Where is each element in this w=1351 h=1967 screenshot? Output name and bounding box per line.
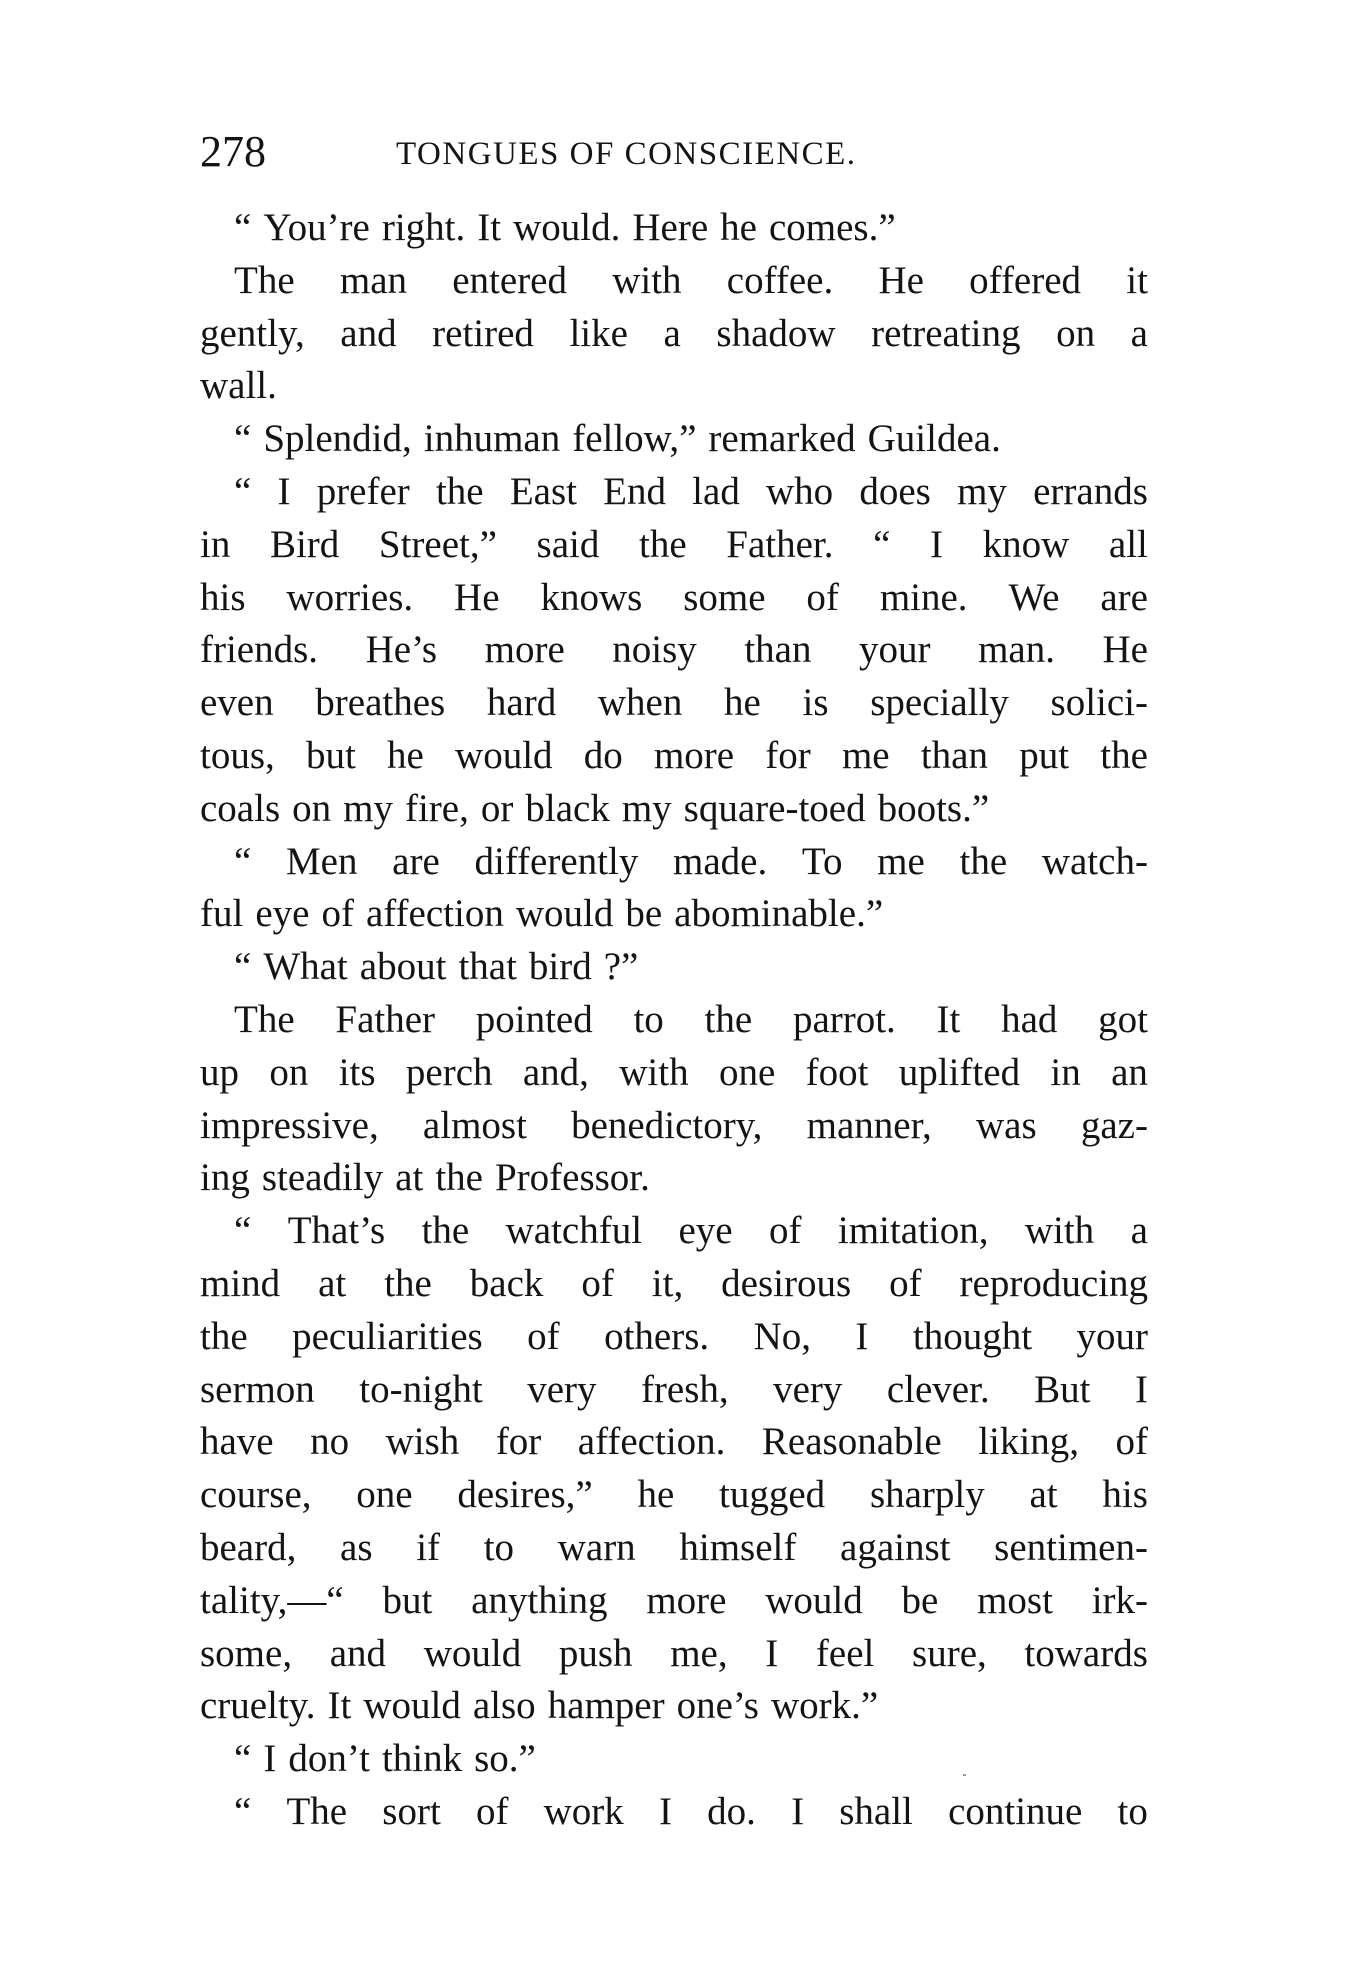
word: the bbox=[435, 1156, 483, 1200]
word: The bbox=[234, 258, 295, 302]
text-line bbox=[200, 1047, 1148, 1100]
word: when bbox=[597, 681, 683, 725]
word: friends. bbox=[200, 628, 319, 672]
word: the bbox=[384, 1261, 432, 1305]
word: hamper bbox=[547, 1684, 665, 1728]
word: as bbox=[340, 1525, 373, 1569]
word: me bbox=[841, 733, 890, 777]
text-line bbox=[200, 1364, 1148, 1417]
word: had bbox=[1001, 997, 1058, 1041]
text-line bbox=[200, 994, 1148, 1047]
word: work.” bbox=[770, 1684, 879, 1728]
word: Father. bbox=[726, 522, 834, 566]
word: sharply bbox=[869, 1473, 985, 1517]
word: does bbox=[859, 469, 931, 513]
word: “ bbox=[234, 1209, 252, 1253]
word: “ bbox=[234, 1737, 252, 1781]
word: gently, bbox=[200, 311, 305, 355]
word: the bbox=[959, 839, 1008, 883]
word: retreating bbox=[871, 311, 1021, 355]
word: breathes bbox=[315, 681, 446, 725]
word: ing bbox=[200, 1156, 250, 1200]
word: for bbox=[765, 733, 811, 777]
word: than bbox=[920, 733, 988, 777]
word: like bbox=[569, 311, 628, 355]
word: is bbox=[802, 681, 829, 725]
word: of bbox=[581, 1261, 614, 1305]
word: would bbox=[423, 1631, 522, 1675]
word: entered bbox=[452, 258, 567, 302]
word: mine. bbox=[879, 575, 968, 619]
word: up bbox=[200, 1050, 239, 1094]
word: tality,—“ bbox=[200, 1578, 344, 1622]
word: tous, bbox=[200, 733, 275, 777]
word: shadow bbox=[716, 311, 836, 355]
text-line bbox=[200, 1205, 1148, 1258]
word: perch bbox=[405, 1050, 493, 1094]
word: that bbox=[458, 945, 517, 989]
word: he bbox=[637, 1473, 675, 1517]
word: are bbox=[392, 839, 440, 883]
word: ?” bbox=[603, 945, 639, 989]
word: me, bbox=[670, 1631, 728, 1675]
word: Guildea. bbox=[867, 417, 1001, 461]
word: his bbox=[1102, 1473, 1148, 1517]
word: “ bbox=[234, 1789, 252, 1833]
text-line bbox=[200, 1469, 1148, 1522]
word: pointed bbox=[475, 997, 593, 1041]
word: abominable.” bbox=[674, 892, 884, 936]
word: feel bbox=[815, 1631, 875, 1675]
word: That’s bbox=[287, 1209, 386, 1253]
word: desirous bbox=[721, 1261, 852, 1305]
word: We bbox=[1008, 575, 1060, 619]
word: in bbox=[200, 522, 231, 566]
word: parrot. bbox=[792, 997, 896, 1041]
word: fresh, bbox=[640, 1367, 729, 1411]
word: affection bbox=[365, 892, 504, 936]
text-line bbox=[200, 1575, 1148, 1628]
word: foot bbox=[805, 1050, 869, 1094]
word: course, bbox=[200, 1473, 312, 1517]
word: I bbox=[765, 1631, 779, 1675]
word: said bbox=[536, 522, 600, 566]
word: imitation, bbox=[837, 1209, 989, 1253]
word: so.” bbox=[474, 1737, 536, 1781]
text-line bbox=[200, 1628, 1148, 1681]
word: I bbox=[1134, 1367, 1148, 1411]
word: back bbox=[469, 1261, 544, 1305]
word: irk- bbox=[1091, 1578, 1148, 1622]
word: of bbox=[768, 1209, 802, 1253]
word: He bbox=[878, 258, 924, 302]
word: But bbox=[1034, 1367, 1091, 1411]
word: towards bbox=[1024, 1631, 1148, 1675]
text-line bbox=[200, 1786, 1148, 1839]
word: one bbox=[356, 1473, 413, 1517]
word: more bbox=[653, 733, 735, 777]
word: would bbox=[455, 733, 553, 777]
word: on bbox=[292, 786, 332, 830]
word: are bbox=[1100, 575, 1148, 619]
word: about bbox=[359, 945, 447, 989]
word: offered bbox=[969, 258, 1082, 302]
word: of bbox=[321, 892, 354, 936]
word: one’s bbox=[676, 1684, 759, 1728]
word: peculiarities bbox=[292, 1314, 483, 1358]
word: others. bbox=[604, 1314, 710, 1358]
word: liking, bbox=[978, 1420, 1079, 1464]
word: got bbox=[1098, 997, 1148, 1041]
word: manner, bbox=[806, 1103, 932, 1147]
word: some bbox=[683, 575, 766, 619]
word: It bbox=[327, 1684, 352, 1728]
word: I bbox=[263, 1737, 277, 1781]
text-line bbox=[200, 677, 1148, 730]
word: of bbox=[889, 1261, 922, 1305]
word: I bbox=[658, 1789, 672, 1833]
word: more bbox=[484, 628, 565, 672]
page-number: 278 bbox=[200, 127, 266, 176]
word: Men bbox=[285, 839, 358, 883]
word: cruelty. bbox=[200, 1684, 316, 1728]
word: he bbox=[724, 681, 761, 725]
word: boots.” bbox=[877, 786, 990, 830]
word: It bbox=[936, 997, 961, 1041]
word: push bbox=[558, 1631, 633, 1675]
text-line bbox=[200, 1680, 1148, 1733]
text-line bbox=[200, 1311, 1148, 1364]
word: or bbox=[480, 786, 514, 830]
word: made. bbox=[673, 839, 768, 883]
word: would bbox=[515, 892, 614, 936]
word: To bbox=[801, 839, 843, 883]
word: an bbox=[1111, 1050, 1148, 1094]
word: himself bbox=[679, 1525, 797, 1569]
text-line bbox=[200, 836, 1148, 889]
text-line bbox=[200, 413, 1148, 466]
word: warn bbox=[557, 1525, 636, 1569]
word: man. bbox=[978, 628, 1055, 672]
word: to bbox=[483, 1525, 515, 1569]
word: benedictory, bbox=[571, 1103, 763, 1147]
word: think bbox=[381, 1737, 463, 1781]
text-line bbox=[200, 1416, 1148, 1469]
word: Professor. bbox=[494, 1156, 650, 1200]
word: with bbox=[619, 1050, 689, 1094]
word: wall. bbox=[200, 364, 277, 408]
word: to bbox=[633, 997, 664, 1041]
word: at bbox=[1029, 1473, 1058, 1517]
word: eye bbox=[255, 892, 310, 936]
word: a bbox=[1130, 1209, 1148, 1253]
word: differently bbox=[474, 839, 639, 883]
word: bird bbox=[528, 945, 592, 989]
word: No, bbox=[753, 1314, 811, 1358]
word: no bbox=[310, 1420, 350, 1464]
word: gaz- bbox=[1080, 1103, 1148, 1147]
text-line bbox=[200, 1522, 1148, 1575]
word: at bbox=[395, 1156, 424, 1200]
word: “ bbox=[873, 522, 891, 566]
word: mind bbox=[200, 1261, 281, 1305]
word: The bbox=[234, 997, 295, 1041]
word: Bird bbox=[269, 522, 340, 566]
word: He’s bbox=[365, 628, 438, 672]
word: the bbox=[1100, 733, 1148, 777]
word: against bbox=[840, 1525, 951, 1569]
word: would bbox=[765, 1578, 863, 1622]
word: square-toed bbox=[683, 786, 866, 830]
text-line bbox=[200, 202, 1148, 255]
word: Reasonable bbox=[761, 1420, 942, 1464]
word: desires,” bbox=[457, 1473, 593, 1517]
word: beard, bbox=[200, 1525, 297, 1569]
word: reproducing bbox=[959, 1261, 1148, 1305]
word: sermon bbox=[200, 1367, 315, 1411]
word: black bbox=[525, 786, 610, 830]
word: me bbox=[877, 839, 925, 883]
word: I bbox=[791, 1789, 805, 1833]
word: his bbox=[200, 575, 246, 619]
word: who bbox=[766, 469, 834, 513]
running-head bbox=[200, 122, 1160, 182]
word: do bbox=[583, 733, 623, 777]
word: with bbox=[612, 258, 682, 302]
word: “ bbox=[234, 417, 252, 461]
word: knows bbox=[540, 575, 643, 619]
word: Street,” bbox=[378, 522, 497, 566]
word: He bbox=[454, 575, 500, 619]
word: he bbox=[387, 733, 424, 777]
word: a bbox=[1130, 311, 1148, 355]
word: watchful bbox=[505, 1209, 643, 1253]
word: more bbox=[646, 1578, 727, 1622]
word: The bbox=[286, 1789, 348, 1833]
paper-speck bbox=[963, 1774, 966, 1776]
word: What bbox=[263, 945, 348, 989]
word: impressive, bbox=[200, 1103, 379, 1147]
word: of bbox=[475, 1789, 509, 1833]
word: at bbox=[318, 1261, 347, 1305]
word: coals bbox=[200, 786, 281, 830]
body-text bbox=[200, 202, 1148, 1839]
word: it, bbox=[651, 1261, 684, 1305]
word: I bbox=[855, 1314, 869, 1358]
word: it bbox=[1126, 258, 1148, 302]
word: East bbox=[509, 469, 577, 513]
word: most bbox=[977, 1578, 1053, 1622]
word: but bbox=[382, 1578, 433, 1622]
word: comes.” bbox=[768, 206, 896, 249]
text-line bbox=[200, 572, 1148, 625]
word: sure, bbox=[912, 1631, 987, 1675]
word: to bbox=[1117, 1789, 1148, 1833]
word: clever. bbox=[886, 1367, 990, 1411]
word: your bbox=[1076, 1314, 1148, 1358]
word: errands bbox=[1033, 469, 1148, 513]
word: put bbox=[1019, 733, 1070, 777]
word: fire, bbox=[404, 786, 469, 830]
word: know bbox=[982, 522, 1070, 566]
word: of bbox=[527, 1314, 560, 1358]
word: It bbox=[477, 206, 502, 249]
word: on bbox=[1056, 311, 1096, 355]
word: inhuman bbox=[423, 417, 561, 461]
text-line bbox=[200, 624, 1148, 677]
word: even bbox=[200, 681, 274, 725]
word: have bbox=[200, 1420, 274, 1464]
word: don’t bbox=[288, 1737, 370, 1781]
word: prefer bbox=[316, 469, 410, 513]
word: retired bbox=[432, 311, 534, 355]
text-line bbox=[200, 730, 1148, 783]
word: also bbox=[472, 1684, 536, 1728]
word: solici- bbox=[1050, 681, 1148, 725]
word: noisy bbox=[612, 628, 697, 672]
word: Father bbox=[335, 997, 436, 1041]
word: “ bbox=[234, 469, 252, 513]
word: to-night bbox=[359, 1367, 483, 1411]
word: shall bbox=[839, 1789, 913, 1833]
word: remarked bbox=[708, 417, 856, 461]
word: and, bbox=[522, 1050, 589, 1094]
word: its bbox=[338, 1050, 376, 1094]
word: your bbox=[859, 628, 931, 672]
word: my bbox=[621, 786, 672, 830]
word: “ bbox=[234, 206, 252, 249]
running-title: TONGUES OF CONSCIENCE. bbox=[396, 136, 857, 172]
word: one bbox=[718, 1050, 776, 1094]
text-line bbox=[200, 1733, 1148, 1786]
text-line bbox=[200, 1100, 1148, 1153]
text-line bbox=[200, 888, 1148, 941]
word: all bbox=[1108, 522, 1148, 566]
word: would bbox=[363, 1684, 461, 1728]
text-line bbox=[200, 1258, 1148, 1311]
word: the bbox=[421, 1209, 470, 1253]
word: was bbox=[975, 1103, 1037, 1147]
text-line bbox=[200, 308, 1148, 361]
word: man bbox=[339, 258, 408, 302]
word: a bbox=[663, 311, 681, 355]
word: Here bbox=[632, 206, 709, 249]
word: the bbox=[638, 522, 687, 566]
word: he bbox=[720, 206, 757, 249]
word: thought bbox=[912, 1314, 1033, 1358]
text-line bbox=[200, 1152, 1148, 1205]
word: the bbox=[435, 469, 484, 513]
word: would. bbox=[513, 206, 621, 249]
word: tugged bbox=[719, 1473, 826, 1517]
word: watch- bbox=[1041, 839, 1148, 883]
word: and bbox=[340, 311, 397, 355]
word: and bbox=[329, 1631, 387, 1675]
word: be bbox=[625, 892, 663, 936]
word: some, bbox=[200, 1631, 293, 1675]
word: on bbox=[269, 1050, 309, 1094]
word: in bbox=[1050, 1050, 1081, 1094]
word: affection. bbox=[577, 1420, 726, 1464]
word: my bbox=[343, 786, 393, 830]
word: sort bbox=[382, 1789, 441, 1833]
word: He bbox=[1102, 628, 1148, 672]
word: my bbox=[957, 469, 1007, 513]
word: steadily bbox=[261, 1156, 384, 1200]
word: the bbox=[704, 997, 753, 1041]
word: than bbox=[744, 628, 812, 672]
word: uplifted bbox=[898, 1050, 1021, 1094]
word: anything bbox=[471, 1578, 608, 1622]
word: I bbox=[930, 522, 944, 566]
text-line bbox=[200, 255, 1148, 308]
word: “ bbox=[234, 945, 252, 989]
text-line bbox=[200, 941, 1148, 994]
word: right. bbox=[381, 206, 466, 249]
word: very bbox=[773, 1367, 843, 1411]
word: eye bbox=[678, 1209, 733, 1253]
word: with bbox=[1024, 1209, 1095, 1253]
word: the bbox=[200, 1314, 248, 1358]
word: wish bbox=[385, 1420, 460, 1464]
word: work bbox=[543, 1789, 624, 1833]
word: I bbox=[277, 469, 291, 513]
word: worries. bbox=[286, 575, 414, 619]
word: ful bbox=[200, 892, 244, 936]
word: fellow,” bbox=[572, 417, 697, 461]
word: specially bbox=[870, 681, 1009, 725]
word: sentimen- bbox=[994, 1525, 1148, 1569]
word: do. bbox=[707, 1789, 756, 1833]
word: for bbox=[495, 1420, 542, 1464]
word: if bbox=[416, 1525, 441, 1569]
word: but bbox=[305, 733, 356, 777]
text-line bbox=[200, 519, 1148, 572]
word: of bbox=[1115, 1420, 1148, 1464]
word: almost bbox=[422, 1103, 527, 1147]
word: End bbox=[603, 469, 666, 513]
text-line bbox=[200, 360, 1148, 413]
word: Splendid, bbox=[263, 417, 412, 461]
word: You’re bbox=[263, 206, 370, 249]
word: be bbox=[901, 1578, 939, 1622]
word: lad bbox=[692, 469, 740, 513]
word: coffee. bbox=[726, 258, 834, 302]
text-line bbox=[200, 783, 1148, 836]
word: continue bbox=[948, 1789, 1083, 1833]
word: hard bbox=[486, 681, 557, 725]
word: “ bbox=[234, 839, 252, 883]
text-line bbox=[200, 466, 1148, 519]
word: of bbox=[806, 575, 839, 619]
word: very bbox=[527, 1367, 597, 1411]
